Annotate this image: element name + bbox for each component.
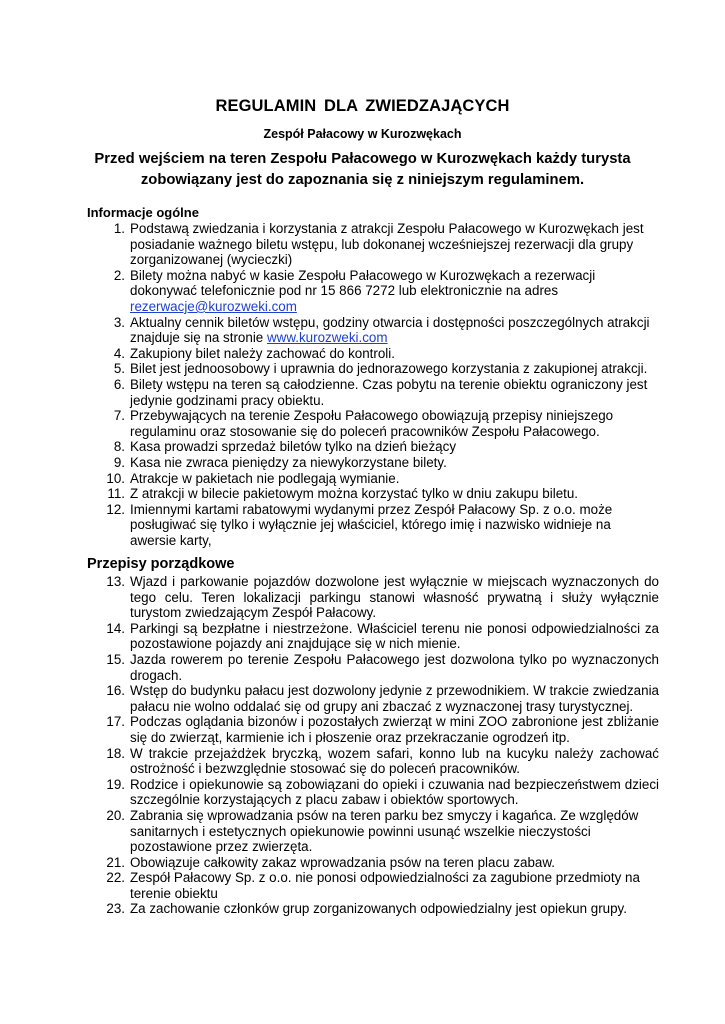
list-item <box>0 746 659 777</box>
item-number: 7. <box>113 408 125 424</box>
item-number: 10. <box>106 470 125 486</box>
item-text: Przebywających na terenie Zespołu Pałacowego obowiązują przepisy niniejszego regulaminu oraz stosowanie się do poleceń pracowników Zespołu Pałacowego. <box>130 408 614 439</box>
list-item <box>0 808 659 855</box>
item-number: 20. <box>106 807 125 823</box>
list-item <box>0 714 659 745</box>
list-item <box>0 870 659 901</box>
list-item <box>0 652 659 683</box>
list-item <box>0 268 658 315</box>
website-link[interactable]: www.kurozweki.com <box>266 330 388 346</box>
item-text: W trakcie przejażdżek bryczką, wozem safari, konno lub na kucyku należy zachować ostrożność i bezwzględnie stosować się do poleceń pracowników. <box>130 745 659 777</box>
item-text: Wjazd i parkowanie pojazdów dozwolone jest wyłącznie w miejscach wyznaczonych do tego celu. Teren lokalizacji parkingu stanowi własność prywatną i służy wyłącznie turystom zwiedzającym Zespół Pałacowy. <box>130 574 659 621</box>
list-item <box>0 901 659 917</box>
list-item <box>0 346 658 362</box>
item-text: Podstawą zwiedzania i korzystania z atrakcji Zespołu Pałacowego w Kurozwękach jest posiadanie ważnego biletu wstępu, lub dokonanej wcześniejszej rezerwacji dla grupy zorganizowanej (wycieczki) <box>130 221 644 268</box>
item-text: Podczas oglądania bizonów i pozostałych zwierząt w mini ZOO zabronione jest zbliżanie się do zwierząt, karmienie ich i płoszenie oraz przekraczanie ogrodzeń itp. <box>130 714 659 745</box>
list-item <box>0 502 658 549</box>
item-text: Jazda rowerem po terenie Zespołu Pałacowego jest dozwolona tylko po wyznaczonych drogach. <box>130 651 659 683</box>
item-number: 15. <box>106 651 125 667</box>
list-item <box>0 471 658 487</box>
list-item <box>0 408 658 439</box>
item-number: 13. <box>106 574 125 589</box>
item-number: 22. <box>106 870 125 886</box>
item-number: 12. <box>106 501 125 517</box>
item-text: Bilety wstępu na teren są całodzienne. Czas pobytu na terenie obiektu ograniczony jest jedynie godzinami pracy obiektu. <box>130 376 648 408</box>
section-heading-rules: Przepisy porządkowe <box>87 556 235 572</box>
list-item <box>0 683 659 714</box>
item-text: Obowiązuje całkowity zakaz wprowadzania psów na teren placu zabaw. <box>130 854 556 870</box>
item-number: 16. <box>106 683 125 699</box>
list-item <box>0 486 658 502</box>
item-text: Zakupiony bilet należy zachować do kontroli. <box>130 345 395 361</box>
item-text: Aktualny cennik biletów wstępu, godziny otwarcia i dostępności poszczególnych atrakcji znajduje się na stronie <box>130 314 650 346</box>
list-item <box>0 455 658 471</box>
section-heading-general-info: Informacje ogólne <box>87 205 199 220</box>
list-item <box>0 777 659 808</box>
item-number: 3. <box>113 314 125 330</box>
item-text: Zespół Pałacowy Sp. z o.o. nie ponosi odpowiedzialności za zagubione przedmioty na terenie obiektu <box>130 870 640 901</box>
general-info-list <box>0 221 658 548</box>
item-text: Parkingi są bezpłatne i niestrzeżone. Właściciel terenu nie ponosi odpowiedzialności za pozostawione pojazdy ani znajdujące się w nich mienie. <box>130 620 659 652</box>
item-text: Bilet jest jednoosobowy i uprawnia do jednorazowego korzystania z zakupionej atrakcji. <box>130 361 648 377</box>
list-item <box>0 221 658 268</box>
list-item <box>0 855 659 871</box>
rules-list <box>0 574 659 917</box>
item-number: 6. <box>113 376 125 392</box>
item-number: 2. <box>113 267 125 283</box>
item-text: Zabrania się wprowadzania psów na teren parku bez smyczy i kagańca. Ze względów sanitarnych i estetycznych opiekunowie powinni usunąć wszelkie nieczystości pozostawione przez zwierzęta. <box>130 807 639 855</box>
item-number: 11. <box>107 486 125 502</box>
intro-paragraph: Przed wejściem na teren Zespołu Pałacowego w Kurozwękach każdy turysta zobowiązany jest do zapoznania się z niniejszym regulaminem. <box>94 151 631 188</box>
item-text: Kasa nie zwraca pieniędzy za niewykorzystane bilety. <box>130 454 447 470</box>
item-number: 18. <box>106 745 125 761</box>
item-text: Kasa prowadzi sprzedaż biletów tylko na dzień bieżący <box>130 439 457 455</box>
item-number: 1. <box>113 221 125 236</box>
document-title: REGULAMIN DLA ZWIEDZAJĄCYCH <box>215 97 510 115</box>
item-number: 23. <box>106 901 125 917</box>
item-number: 14. <box>106 620 125 636</box>
list-item <box>0 439 658 455</box>
item-text: Imiennymi kartami rabatowymi wydanymi przez Zespół Pałacowy Sp. z o.o. może posługiwać się tylko i wyłącznie jej właściciel, którego imię i nazwisko widnieje na awersie karty, <box>130 501 613 548</box>
item-text: Wstęp do budynku pałacu jest dozwolony jedynie z przewodnikiem. W trakcie zwiedzania pałacu nie wolno oddalać się od grupy ani zbaczać z wyznaczonej trasy turystycznej. <box>130 683 659 714</box>
item-number: 21. <box>106 854 125 870</box>
list-item <box>0 361 658 377</box>
list-item <box>0 315 658 346</box>
item-text: Z atrakcji w bilecie pakietowym można korzystać tylko w dniu zakupu biletu. <box>130 486 579 502</box>
item-number: 5. <box>113 361 125 377</box>
reservation-email-link[interactable]: rezerwacje@kurozweki.com <box>130 298 297 314</box>
item-text: Atrakcje w pakietach nie podlegają wymianie. <box>130 470 400 486</box>
item-number: 8. <box>113 439 125 455</box>
item-number: 9. <box>113 454 125 470</box>
list-item <box>0 377 658 408</box>
item-number: 19. <box>106 776 125 792</box>
list-item <box>0 621 659 652</box>
item-text: Za zachowanie członków grup zorganizowanych odpowiedzialny jest opiekun grupy. <box>130 901 627 917</box>
item-number: 4. <box>113 345 125 361</box>
item-text: Rodzice i opiekunowie są zobowiązani do opieki i czuwania nad bezpieczeństwem dzieci szczególnie korzystających z placu zabaw i obiektów sportowych. <box>130 776 659 808</box>
document-subtitle: Zespół Pałacowy w Kurozwękach <box>263 127 462 141</box>
item-text: Bilety można nabyć w kasie Zespołu Pałacowego w Kurozwękach a rezerwacji dokonywać telefonicznie pod nr 15 866 7272 lub elektronicznie na adres <box>130 267 596 299</box>
list-item <box>0 574 659 621</box>
item-number: 17. <box>106 714 125 730</box>
